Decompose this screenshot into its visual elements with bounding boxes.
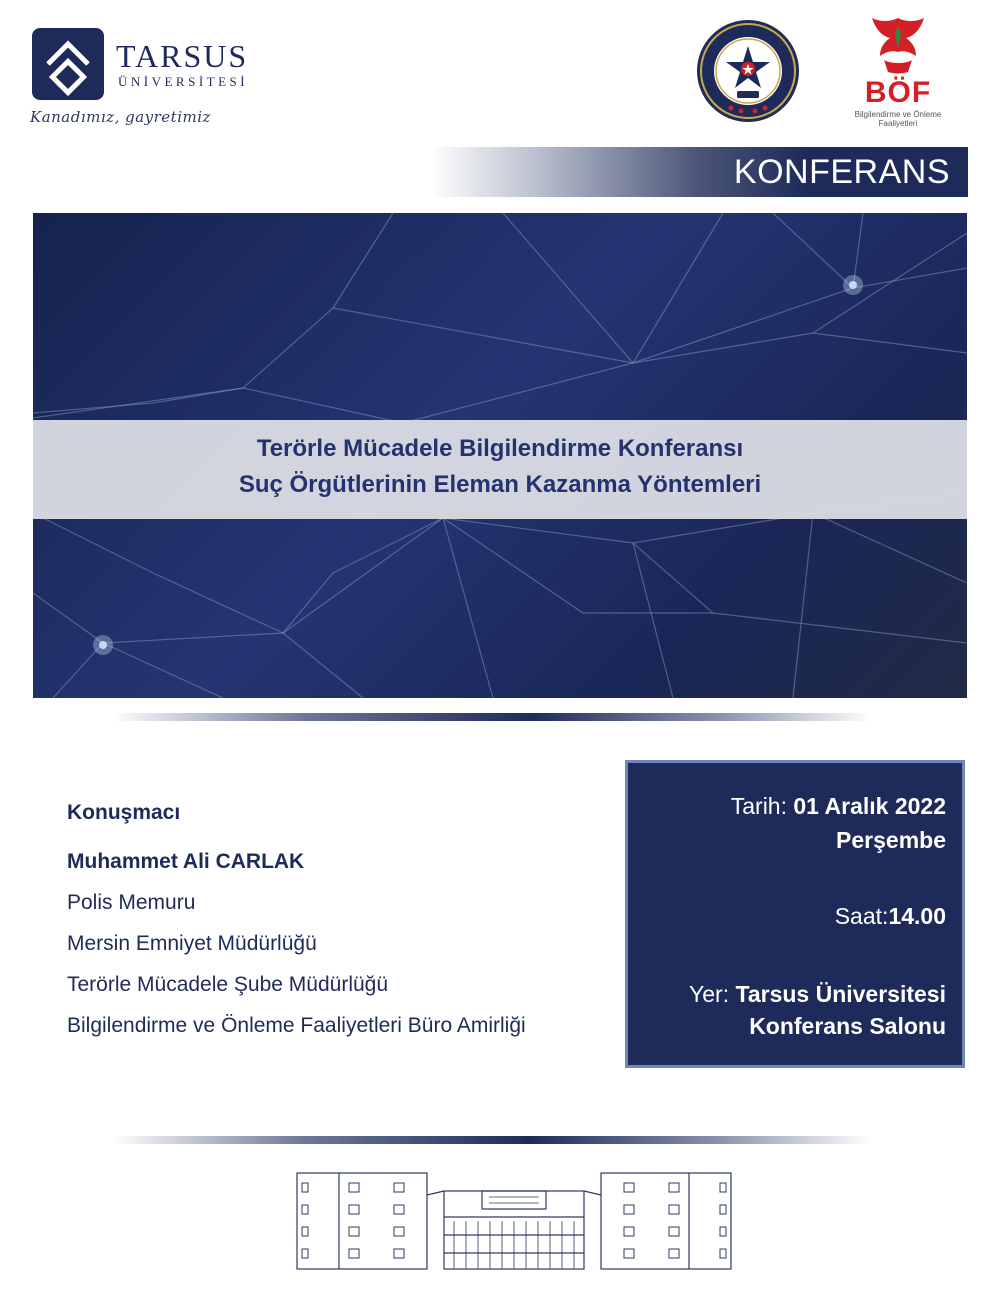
tarsus-emblem-icon: [32, 28, 104, 100]
conference-subtitle: Suç Örgütlerinin Eleman Kazanma Yöntemleri: [238, 471, 762, 498]
event-date: Tarih: 01 Aralık 2022: [730, 793, 946, 819]
event-time: Saat:14.00: [834, 903, 946, 929]
event-place: Yer: Tarsus Üniversitesi: [689, 981, 946, 1007]
eagle-emblem-icon: [868, 12, 928, 76]
campus-building-drawing: [294, 1165, 734, 1271]
title-band: [33, 420, 967, 519]
hero-banner: [33, 213, 967, 698]
university-subtitle: ÜNİVERSİTESİ: [118, 74, 249, 89]
speaker-name: Muhammet Ali CARLAK: [67, 850, 305, 873]
event-day: Perşembe: [836, 827, 946, 853]
event-info-box: [625, 760, 965, 1068]
konferans-header-bar: [430, 147, 968, 197]
bof-logo: [842, 12, 954, 134]
bof-name: BÖF: [864, 76, 932, 109]
speaker-org-3: Bilgilendirme ve Önleme Faaliyetleri Büro Amirliği: [67, 1014, 526, 1037]
speaker-role: Polis Memuru: [67, 891, 196, 914]
speaker-org-2: Terörle Mücadele Şube Müdürlüğü: [67, 973, 389, 996]
divider-top: [112, 713, 872, 721]
event-place-hall: Konferans Salonu: [749, 1013, 946, 1039]
divider-bottom: [112, 1136, 872, 1144]
speaker-org-1: Mersin Emniyet Müdürlüğü: [67, 932, 317, 955]
mersin-police-seal: [695, 18, 801, 124]
konferans-label: KONFERANS: [733, 153, 950, 191]
university-slogan: Kanadımız, gayretimiz: [30, 108, 211, 126]
university-name: TARSUS: [116, 38, 249, 74]
conference-title: Terörle Mücadele Bilgilendirme Konferansı: [256, 435, 744, 462]
speaker-heading: Konuşmacı: [67, 801, 181, 824]
tarsus-university-logo: [30, 28, 260, 128]
bof-subtitle: Bilgilendirme ve Önleme Faaliyetleri: [854, 110, 942, 128]
